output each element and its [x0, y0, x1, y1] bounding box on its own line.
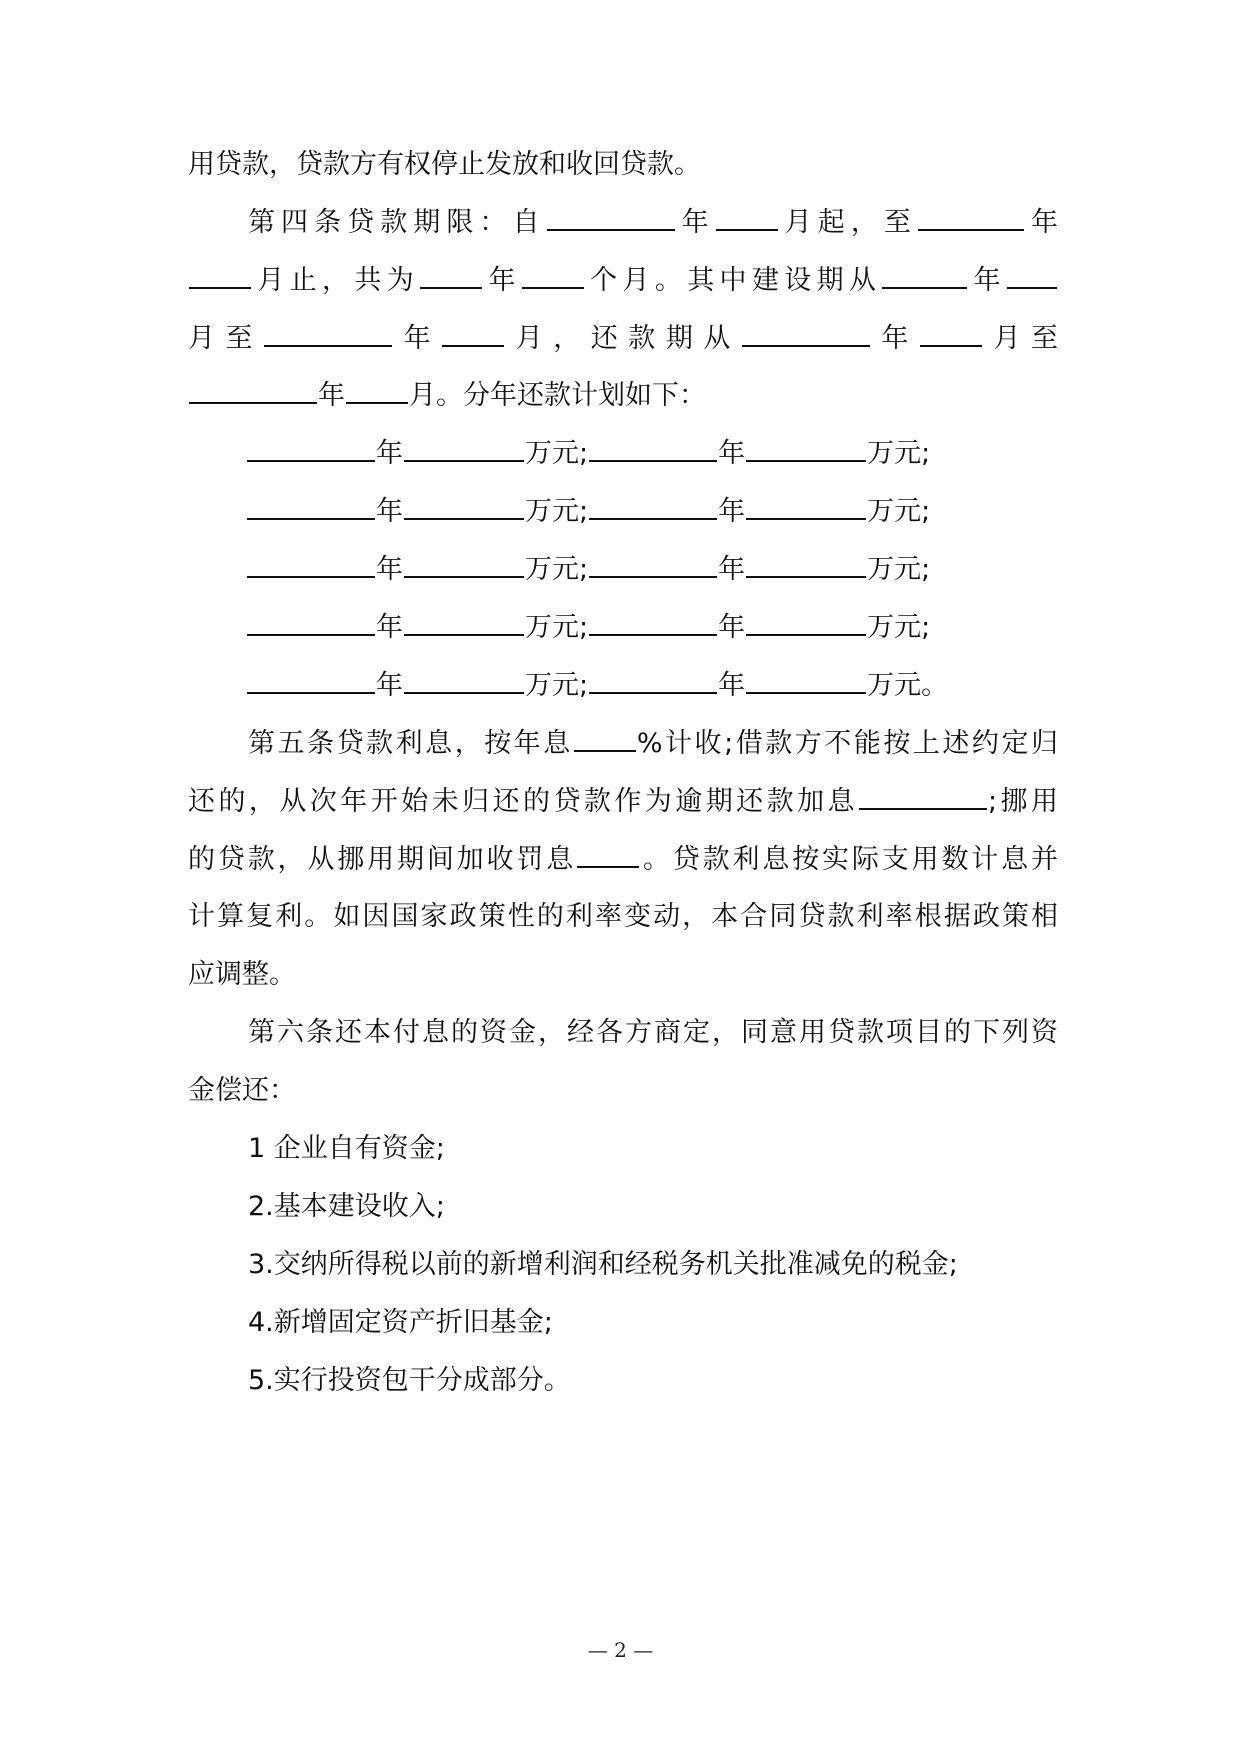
blank-field[interactable]: [859, 778, 987, 810]
repayment-row: 年 万元; 年 万元;: [246, 430, 1046, 476]
article-4-line-1: 第四条贷款期限：自 年 月起，至 年: [248, 199, 1058, 245]
text-line: 用贷款，贷款方有权停止发放和收回贷款。: [188, 149, 701, 180]
blank-field[interactable]: [589, 604, 717, 636]
article-5-line-1: 第五条贷款利息，按年息 %计收;借款方不能按上述约定归: [248, 720, 1058, 766]
repayment-row: 年 万元; 年 万元;: [246, 488, 1046, 534]
blank-field[interactable]: [247, 662, 375, 694]
repayment-row: 年 万元; 年 万元;: [246, 546, 1046, 592]
blank-field[interactable]: [920, 315, 982, 347]
blank-field[interactable]: [1007, 257, 1057, 289]
blank-field[interactable]: [746, 604, 866, 636]
list-item: 2.基本建设收入;: [248, 1191, 445, 1222]
text-line: 金偿还：: [188, 1075, 296, 1106]
blank-field[interactable]: [716, 199, 778, 231]
blank-field[interactable]: [247, 430, 375, 462]
blank-field[interactable]: [746, 546, 866, 578]
article-4-line-4: 年 月。分年还款计划如下：: [188, 372, 1058, 418]
article-6-line-1: 第六条还本付息的资金，经各方商定，同意用贷款项目的下列资: [248, 1017, 1058, 1048]
blank-field[interactable]: [442, 315, 504, 347]
list-item: 1 企业自有资金;: [248, 1133, 445, 1164]
blank-field[interactable]: [346, 372, 408, 404]
blank-field[interactable]: [589, 488, 717, 520]
blank-field[interactable]: [746, 430, 866, 462]
blank-field[interactable]: [404, 546, 524, 578]
blank-field[interactable]: [882, 257, 967, 289]
text-line: 应调整。: [188, 959, 296, 990]
blank-field[interactable]: [264, 315, 392, 347]
blank-field[interactable]: [918, 199, 1024, 231]
blank-field[interactable]: [404, 604, 524, 636]
text-line: 计算复利。如因国家政策性的利率变动，本合同贷款利率根据政策相: [188, 901, 1058, 932]
blank-field[interactable]: [746, 488, 866, 520]
blank-field[interactable]: [589, 546, 717, 578]
blank-field[interactable]: [574, 720, 636, 752]
blank-field[interactable]: [577, 836, 639, 868]
page-number: — 2 —: [587, 1638, 654, 1662]
blank-field[interactable]: [420, 257, 482, 289]
blank-field[interactable]: [404, 488, 524, 520]
blank-field[interactable]: [742, 315, 870, 347]
blank-field[interactable]: [589, 430, 717, 462]
article-5-line-3: 的贷款，从挪用期间加收罚息 。贷款利息按实际支用数计息并: [188, 836, 1058, 882]
blank-field[interactable]: [247, 604, 375, 636]
article-4-line-3: 月至 年 月，还款期从 年 月至: [188, 315, 1058, 361]
blank-field[interactable]: [404, 430, 524, 462]
repayment-row: 年 万元; 年 万元。: [246, 662, 1046, 708]
blank-field[interactable]: [404, 662, 524, 694]
blank-field[interactable]: [247, 546, 375, 578]
blank-field[interactable]: [189, 257, 251, 289]
repayment-row: 年 万元; 年 万元;: [246, 604, 1046, 650]
list-item: 4.新增固定资产折旧基金;: [248, 1307, 553, 1338]
list-item: 5.实行投资包干分成部分。: [248, 1365, 571, 1396]
blank-field[interactable]: [746, 662, 866, 694]
blank-field[interactable]: [589, 662, 717, 694]
list-item: 3.交纳所得税以前的新增利润和经税务机关批准减免的税金;: [248, 1249, 958, 1280]
blank-field[interactable]: [189, 372, 317, 404]
article-4-line-2: 月止，共为 年 个月。其中建设期从 年: [188, 257, 1058, 303]
article-5-line-2: 还的，从次年开始未归还的贷款作为逾期还款加息 ;挪用: [188, 778, 1058, 824]
blank-field[interactable]: [247, 488, 375, 520]
blank-field[interactable]: [547, 199, 675, 231]
blank-field[interactable]: [522, 257, 584, 289]
